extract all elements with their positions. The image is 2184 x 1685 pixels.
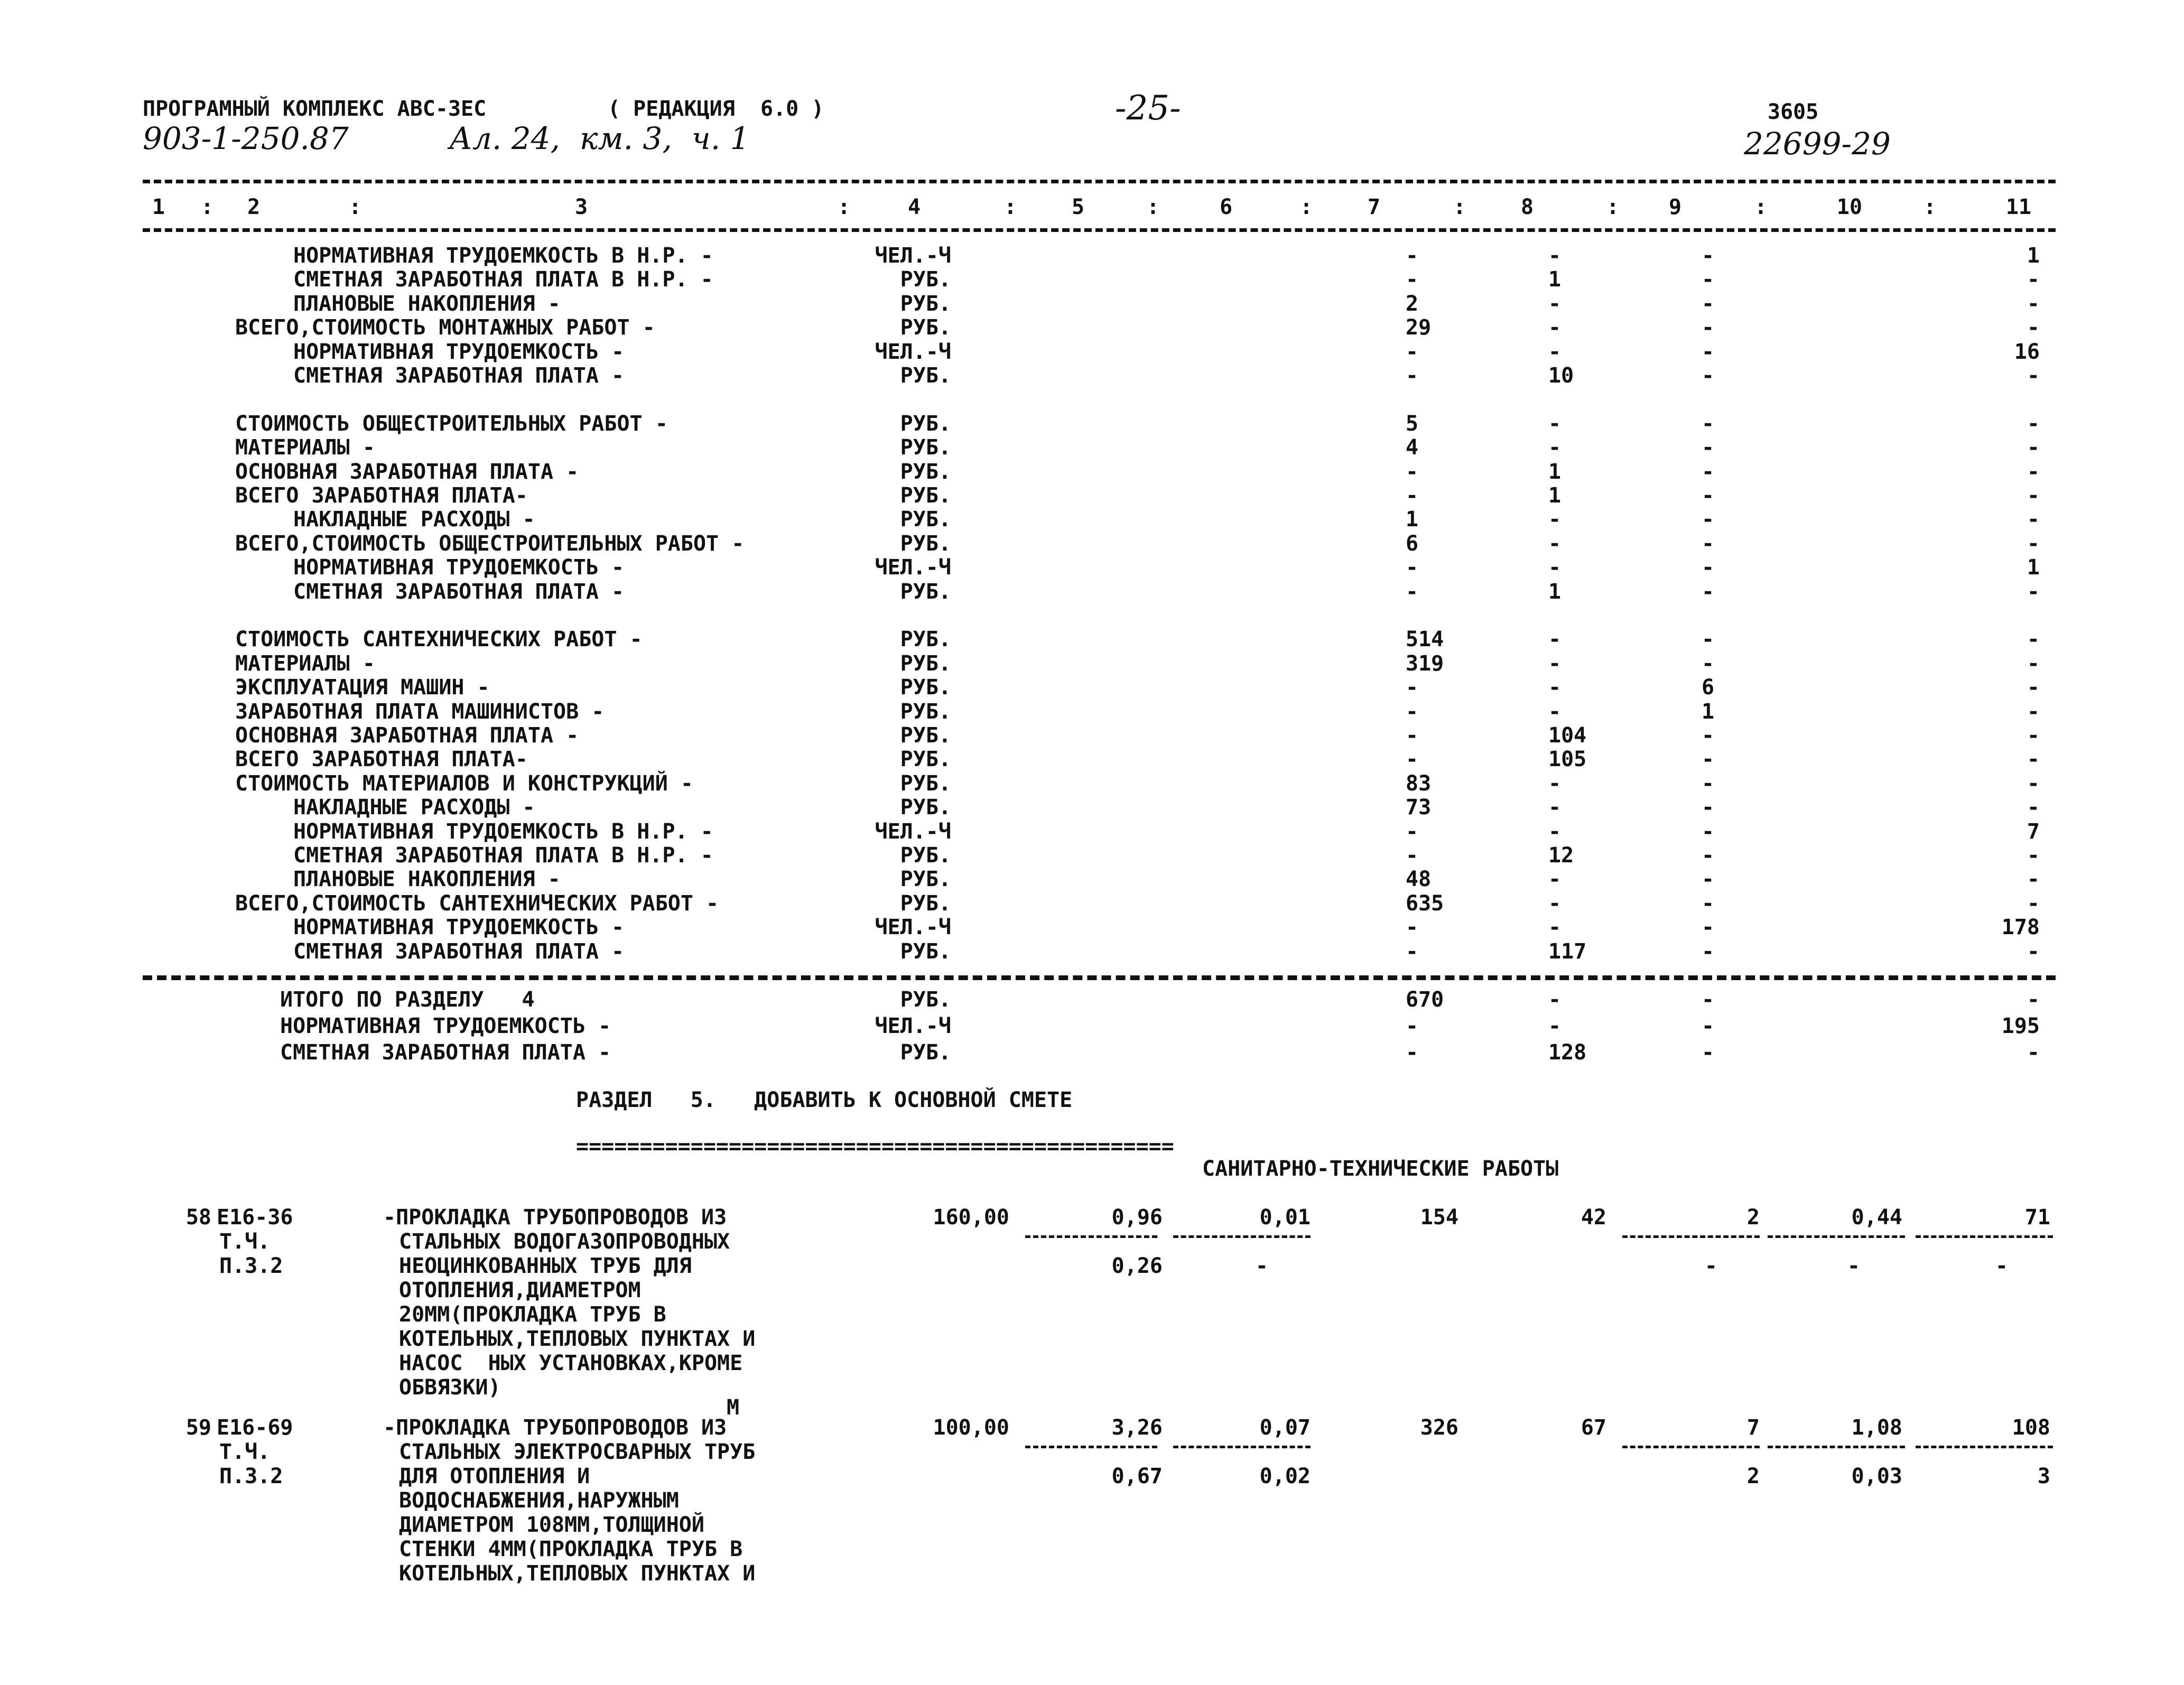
cell-col11: 7 <box>2027 820 2040 844</box>
row-label: НАКЛАДНЫЕ РАСХОДЫ - <box>293 795 535 820</box>
row-unit: ЧЕЛ.-Ч <box>875 820 951 844</box>
total-col8: - <box>1548 1014 1562 1038</box>
row-unit: РУБ. <box>900 364 951 388</box>
item-description-line: НАСОС НЫХ УСТАНОВКАХ,КРОМЕ <box>399 1351 743 1375</box>
cell-col7: 514 <box>1406 627 1444 651</box>
total-label: ИТОГО ПО РАЗДЕЛУ 4 <box>280 988 535 1012</box>
cell-col8: 117 <box>1548 939 1587 964</box>
row-unit: РУБ. <box>900 675 951 700</box>
row-label: СТОИМОСТЬ МАТЕРИАЛОВ И КОНСТРУКЦИЙ - <box>235 771 693 796</box>
cell-col9: - <box>1702 771 1715 796</box>
column-separator: : <box>1606 195 1620 219</box>
column-separator: : <box>349 195 362 219</box>
cell-col8: 1 <box>1548 580 1562 604</box>
cell-col9: - <box>1702 555 1715 580</box>
cell-col8: - <box>1548 891 1562 916</box>
row-label: ВСЕГО ЗАРАБОТНАЯ ПЛАТА- <box>235 483 528 508</box>
cell-col9: - <box>1702 915 1715 939</box>
cell-col11: - <box>2027 460 2040 484</box>
cell-col8: 12 <box>1548 843 1574 868</box>
row-unit: РУБ. <box>900 843 951 868</box>
row-unit: ЧЕЛ.-Ч <box>875 915 951 939</box>
section-subtitle: САНИТАРНО-ТЕХНИЧЕСКИЕ РАБОТЫ <box>1202 1157 1559 1181</box>
cell-col11: - <box>2027 675 2040 700</box>
section-underline: =============================================== <box>576 1134 1174 1159</box>
cell-col8: - <box>1548 675 1562 700</box>
cell-col9: 1 <box>1702 700 1715 724</box>
cell-col11: - <box>2027 267 2040 292</box>
row-unit: ЧЕЛ.-Ч <box>875 244 951 268</box>
value-divider <box>1173 1446 1311 1448</box>
row-unit: РУБ. <box>900 723 951 748</box>
cell-col11: - <box>2027 507 2040 532</box>
cell-col11: - <box>2027 627 2040 651</box>
cell-col7: 635 <box>1406 891 1444 916</box>
cell-col7: - <box>1406 244 1419 268</box>
cell-col8: 10 <box>1548 364 1574 388</box>
cell-col7: - <box>1406 915 1419 939</box>
item-description-line: СТАЛЬНЫХ ЭЛЕКТРОСВАРНЫХ ТРУБ <box>399 1440 756 1464</box>
total-col7: - <box>1406 1040 1419 1065</box>
cell-col9: - <box>1702 843 1715 868</box>
column-number-4: 4 <box>907 195 921 219</box>
cell-col11: - <box>2027 700 2040 724</box>
cell-col9: - <box>1702 651 1715 676</box>
row-unit: РУБ. <box>900 700 951 724</box>
row-unit: РУБ. <box>900 580 951 604</box>
item-code: Е16-69 <box>217 1416 293 1440</box>
item-quantity: 100,00 <box>933 1416 1009 1440</box>
row-label: ЗАРАБОТНАЯ ПЛАТА МАШИНИСТОВ - <box>235 700 605 724</box>
cell-col11: - <box>2027 292 2040 316</box>
cell-col8: 105 <box>1548 747 1587 771</box>
cell-col8: 1 <box>1548 483 1562 508</box>
cell-col9: - <box>1702 747 1715 771</box>
row-unit: РУБ. <box>900 292 951 316</box>
row-label: НОРМАТИВНАЯ ТРУДОЕМКОСТЬ - <box>293 555 625 580</box>
item-quantity: 160,00 <box>933 1205 1009 1230</box>
cell-col9: - <box>1702 891 1715 916</box>
cell-col8: - <box>1548 532 1562 556</box>
cell-col9: - <box>1702 483 1715 508</box>
row-label: МАТЕРИАЛЫ - <box>235 435 375 460</box>
cell-col8: - <box>1548 795 1562 820</box>
column-separator: : <box>1147 195 1160 219</box>
column-number-10: 10 <box>1836 195 1863 219</box>
cell-col7: 1 <box>1406 507 1419 532</box>
cell-col9: - <box>1702 532 1715 556</box>
column-number-8: 8 <box>1520 195 1534 219</box>
item-description-line: ОТОПЛЕНИЯ,ДИАМЕТРОМ <box>399 1278 641 1302</box>
cell-col9: - <box>1702 364 1715 388</box>
cell-col7: 83 <box>1406 771 1432 796</box>
cell-col9: - <box>1702 580 1715 604</box>
total-label: НОРМАТИВНАЯ ТРУДОЕМКОСТЬ - <box>280 1014 611 1038</box>
cell-col8: 104 <box>1548 723 1587 748</box>
cell-col11: - <box>2027 843 2040 868</box>
row-label: ОСНОВНАЯ ЗАРАБОТНАЯ ПЛАТА - <box>235 460 579 484</box>
item-value-c6: 0,07 <box>1259 1416 1311 1440</box>
cell-col7: - <box>1406 700 1419 724</box>
cell-col7: 73 <box>1406 795 1432 820</box>
cell-col9: - <box>1702 939 1715 964</box>
cell-col8: 1 <box>1548 267 1562 292</box>
item-value-c8: 67 <box>1581 1416 1606 1440</box>
cell-col9: - <box>1702 267 1715 292</box>
item-description-line: -ПРОКЛАДКА ТРУБОПРОВОДОВ ИЗ <box>383 1416 727 1440</box>
item-description-line: НЕОЦИНКОВАННЫХ ТРУБ ДЛЯ <box>399 1254 692 1278</box>
cell-col7: 29 <box>1406 315 1432 340</box>
cell-col7: - <box>1406 723 1419 748</box>
program-name: ПРОГРАМНЫЙ КОМПЛЕКС АВС-3ЕС <box>143 97 487 121</box>
cell-col9: - <box>1702 435 1715 460</box>
row-unit: РУБ. <box>900 267 951 292</box>
item-description-line: КОТЕЛЬНЫХ,ТЕПЛОВЫХ ПУНКТАХ И <box>399 1561 756 1586</box>
cell-col8: - <box>1548 627 1562 651</box>
cell-col7: - <box>1406 820 1419 844</box>
cell-col11: - <box>2027 580 2040 604</box>
row-label: СТОИМОСТЬ ОБЩЕСТРОИТЕЛЬНЫХ РАБОТ - <box>235 412 668 436</box>
item-value-c10: 0,44 <box>1851 1205 1902 1230</box>
row-unit: РУБ. <box>900 315 951 340</box>
handwritten-project-code: 903-1-250.87 <box>143 120 349 156</box>
cell-col8: - <box>1548 315 1562 340</box>
row-unit: РУБ. <box>900 771 951 796</box>
cell-col9: - <box>1702 315 1715 340</box>
row-label: НОРМАТИВНАЯ ТРУДОЕМКОСТЬ В Н.Р. - <box>293 820 713 844</box>
column-number-2: 2 <box>247 195 261 219</box>
value-divider <box>1916 1446 2053 1448</box>
row-unit: РУБ. <box>900 891 951 916</box>
column-number-1: 1 <box>152 195 165 219</box>
row-unit: РУБ. <box>900 483 951 508</box>
column-separator: : <box>1453 195 1466 219</box>
cell-col7: - <box>1406 747 1419 771</box>
total-col7: - <box>1406 1014 1419 1038</box>
cell-col7: 5 <box>1406 412 1419 436</box>
total-unit: РУБ. <box>900 988 951 1012</box>
total-unit: РУБ. <box>900 1040 951 1065</box>
cell-col11: - <box>2027 723 2040 748</box>
total-col9: - <box>1702 1040 1715 1065</box>
cell-col7: 48 <box>1406 867 1432 891</box>
item-description-line: КОТЕЛЬНЫХ,ТЕПЛОВЫХ ПУНКТАХ И <box>399 1327 756 1351</box>
row-unit: РУБ. <box>900 460 951 484</box>
row-label: ВСЕГО ЗАРАБОТНАЯ ПЛАТА- <box>235 747 528 771</box>
cell-col11: - <box>2027 315 2040 340</box>
cell-col11: - <box>2027 412 2040 436</box>
item-value-c10: 1,08 <box>1851 1416 1902 1440</box>
value-divider <box>1768 1235 1905 1238</box>
item-subvalue-c9: - <box>1704 1254 1717 1278</box>
row-label: СМЕТНАЯ ЗАРАБОТНАЯ ПЛАТА - <box>293 939 625 964</box>
row-label: ПЛАНОВЫЕ НАКОПЛЕНИЯ - <box>293 867 561 891</box>
total-col9: - <box>1702 1014 1715 1038</box>
item-value-c5: 3,26 <box>1111 1416 1163 1440</box>
row-unit: РУБ. <box>900 795 951 820</box>
page-number: -25- <box>1115 89 1181 128</box>
cell-col11: 1 <box>2027 555 2040 580</box>
row-unit: ЧЕЛ.-Ч <box>875 340 951 364</box>
column-separator: : <box>838 195 851 219</box>
item-description-line: ВОДОСНАБЖЕНИЯ,НАРУЖНЫМ <box>399 1488 679 1513</box>
row-label: НАКЛАДНЫЕ РАСХОДЫ - <box>293 507 535 532</box>
column-number-9: 9 <box>1668 195 1682 219</box>
item-subvalue-c5: 0,67 <box>1111 1464 1163 1488</box>
column-separator: : <box>1923 195 1937 219</box>
row-label: СМЕТНАЯ ЗАРАБОТНАЯ ПЛАТА В Н.Р. - <box>293 843 713 868</box>
item-description-line: 20ММ(ПРОКЛАДКА ТРУБ В <box>399 1302 666 1327</box>
total-col7: 670 <box>1406 988 1444 1012</box>
row-unit: РУБ. <box>900 651 951 676</box>
cell-col8: - <box>1548 244 1562 268</box>
item-subvalue-c6: - <box>1255 1254 1268 1278</box>
item-description-line: ДЛЯ ОТОПЛЕНИЯ И <box>399 1464 590 1488</box>
item-value-c6: 0,01 <box>1259 1205 1311 1230</box>
handwritten-album-ref: Ал. 24, км. 3, ч. 1 <box>449 120 750 156</box>
row-unit: РУБ. <box>900 412 951 436</box>
cell-col7: - <box>1406 460 1419 484</box>
total-col8: 128 <box>1548 1040 1587 1065</box>
cell-col11: - <box>2027 795 2040 820</box>
cell-col9: - <box>1702 460 1715 484</box>
cell-col11: 1 <box>2027 244 2040 268</box>
row-label: ВСЕГО,СТОИМОСТЬ ОБЩЕСТРОИТЕЛЬНЫХ РАБОТ - <box>235 532 745 556</box>
cell-col11: - <box>2027 435 2040 460</box>
value-divider <box>1622 1235 1760 1238</box>
item-code: Е16-36 <box>217 1205 293 1230</box>
item-value-c11: 108 <box>2012 1416 2050 1440</box>
column-separator: : <box>1300 195 1313 219</box>
cell-col7: 319 <box>1406 651 1444 676</box>
row-unit: РУБ. <box>900 747 951 771</box>
row-unit: ЧЕЛ.-Ч <box>875 555 951 580</box>
row-label: МАТЕРИАЛЫ - <box>235 651 375 676</box>
row-label: СМЕТНАЯ ЗАРАБОТНАЯ ПЛАТА В Н.Р. - <box>293 267 713 292</box>
cell-col7: - <box>1406 364 1419 388</box>
cell-col7: - <box>1406 580 1419 604</box>
cell-col11: 16 <box>2014 340 2040 364</box>
cell-col11: - <box>2027 747 2040 771</box>
cell-col8: - <box>1548 555 1562 580</box>
cell-col8: - <box>1548 651 1562 676</box>
row-label: ВСЕГО,СТОИМОСТЬ МОНТАЖНЫХ РАБОТ - <box>235 315 655 340</box>
column-number-3: 3 <box>574 195 588 219</box>
row-label: ВСЕГО,СТОИМОСТЬ САНТЕХНИЧЕСКИХ РАБОТ - <box>235 891 719 916</box>
edition-label: ( РЕДАКЦИЯ 6.0 ) <box>608 97 824 121</box>
row-label: НОРМАТИВНАЯ ТРУДОЕМКОСТЬ В Н.Р. - <box>293 244 713 268</box>
row-unit: РУБ. <box>900 867 951 891</box>
row-label: СМЕТНАЯ ЗАРАБОТНАЯ ПЛАТА - <box>293 364 625 388</box>
cell-col11: - <box>2027 364 2040 388</box>
total-label: СМЕТНАЯ ЗАРАБОТНАЯ ПЛАТА - <box>280 1040 611 1065</box>
cell-col7: 2 <box>1406 292 1419 316</box>
cell-col7: 6 <box>1406 532 1419 556</box>
item-subvalue-c11: 3 <box>2037 1464 2050 1488</box>
header-rule-bottom <box>143 228 2056 232</box>
column-separator: : <box>1754 195 1768 219</box>
section-title: РАЗДЕЛ 5. ДОБАВИТЬ К ОСНОВНОЙ СМЕТЕ <box>576 1088 1073 1112</box>
total-rule <box>143 975 2056 980</box>
value-divider <box>1916 1235 2053 1238</box>
cell-col9: - <box>1702 820 1715 844</box>
cell-col8: - <box>1548 867 1562 891</box>
cell-col7: - <box>1406 483 1419 508</box>
column-number-5: 5 <box>1071 195 1085 219</box>
column-separator: : <box>1004 195 1017 219</box>
item-code: Т.Ч. <box>219 1230 271 1254</box>
total-unit: ЧЕЛ.-Ч <box>875 1014 951 1038</box>
cell-col7: - <box>1406 555 1419 580</box>
cell-col9: - <box>1702 795 1715 820</box>
item-code: Т.Ч. <box>219 1440 271 1464</box>
row-unit: РУБ. <box>900 532 951 556</box>
value-divider <box>1768 1446 1905 1448</box>
item-value-c8: 42 <box>1581 1205 1606 1230</box>
value-divider <box>1173 1235 1311 1238</box>
column-separator: : <box>201 195 214 219</box>
cell-col8: - <box>1548 292 1562 316</box>
item-number: 58 <box>185 1205 211 1230</box>
total-col11: - <box>2027 988 2040 1012</box>
cell-col7: - <box>1406 675 1419 700</box>
row-label: СТОИМОСТЬ САНТЕХНИЧЕСКИХ РАБОТ - <box>235 627 643 651</box>
cell-col7: - <box>1406 939 1419 964</box>
cell-col9: - <box>1702 627 1715 651</box>
item-value-c7: 154 <box>1420 1205 1458 1230</box>
cell-col7: 4 <box>1406 435 1419 460</box>
item-description-line: ОБВЯЗКИ) <box>399 1375 501 1400</box>
item-value-c5: 0,96 <box>1111 1205 1163 1230</box>
item-value-c9: 2 <box>1746 1205 1760 1230</box>
cell-col11: - <box>2027 771 2040 796</box>
row-label: НОРМАТИВНАЯ ТРУДОЕМКОСТЬ - <box>293 915 625 939</box>
cell-col9: - <box>1702 412 1715 436</box>
cell-col8: - <box>1548 700 1562 724</box>
cell-col11: - <box>2027 532 2040 556</box>
cell-col9: 6 <box>1702 675 1715 700</box>
cell-col9: - <box>1702 244 1715 268</box>
row-unit: РУБ. <box>900 627 951 651</box>
item-code: П.3.2 <box>219 1254 283 1278</box>
item-subvalue-c5: 0,26 <box>1111 1254 1163 1278</box>
row-label: ЭКСПЛУАТАЦИЯ МАШИН - <box>235 675 490 700</box>
cell-col8: - <box>1548 915 1562 939</box>
item-subvalue-c10: - <box>1847 1254 1860 1278</box>
column-number-6: 6 <box>1219 195 1233 219</box>
value-divider <box>1025 1235 1157 1238</box>
cell-col11: - <box>2027 891 2040 916</box>
item-description-line: СТЕНКИ 4ММ(ПРОКЛАДКА ТРУБ В <box>399 1537 743 1561</box>
cell-col11: 178 <box>2001 915 2040 939</box>
item-code: П.3.2 <box>219 1464 283 1488</box>
total-col11: - <box>2027 1040 2040 1065</box>
item-description-line: СТАЛЬНЫХ ВОДОГАЗОПРОВОДНЫХ <box>399 1230 730 1254</box>
cell-col8: - <box>1548 340 1562 364</box>
total-col8: - <box>1548 988 1562 1012</box>
row-label: НОРМАТИВНАЯ ТРУДОЕМКОСТЬ - <box>293 340 625 364</box>
cell-col8: - <box>1548 820 1562 844</box>
row-label: ОСНОВНАЯ ЗАРАБОТНАЯ ПЛАТА - <box>235 723 579 748</box>
total-col11: 195 <box>2001 1014 2040 1038</box>
cell-col7: - <box>1406 843 1419 868</box>
row-unit: РУБ. <box>900 507 951 532</box>
cell-col11: - <box>2027 867 2040 891</box>
item-subvalue-c6: 0,02 <box>1259 1464 1311 1488</box>
item-value-c9: 7 <box>1746 1416 1760 1440</box>
cell-col9: - <box>1702 723 1715 748</box>
item-description-line: ДИАМЕТРОМ 108ММ,ТОЛЩИНОЙ <box>399 1513 704 1537</box>
cell-col9: - <box>1702 507 1715 532</box>
value-divider <box>1025 1446 1157 1448</box>
cell-col7: - <box>1406 267 1419 292</box>
total-col9: - <box>1702 988 1715 1012</box>
header-rule-top <box>143 180 2056 183</box>
item-unit: М <box>727 1395 740 1420</box>
cell-col11: - <box>2027 651 2040 676</box>
column-number-7: 7 <box>1367 195 1381 219</box>
cell-col11: - <box>2027 483 2040 508</box>
item-description-line: -ПРОКЛАДКА ТРУБОПРОВОДОВ ИЗ <box>383 1205 727 1230</box>
cell-col8: - <box>1548 412 1562 436</box>
cell-col9: - <box>1702 867 1715 891</box>
item-subvalue-c11: - <box>1995 1254 2008 1278</box>
row-unit: РУБ. <box>900 435 951 460</box>
cell-col8: - <box>1548 507 1562 532</box>
cell-col8: - <box>1548 771 1562 796</box>
cell-col8: - <box>1548 435 1562 460</box>
cell-col9: - <box>1702 340 1715 364</box>
column-number-11: 11 <box>2005 195 2032 219</box>
cell-col11: - <box>2027 939 2040 964</box>
row-label: СМЕТНАЯ ЗАРАБОТНАЯ ПЛАТА - <box>293 580 625 604</box>
code-right: 3605 <box>1768 100 1819 124</box>
item-subvalue-c9: 2 <box>1746 1464 1760 1488</box>
row-label: ПЛАНОВЫЕ НАКОПЛЕНИЯ - <box>293 292 561 316</box>
cell-col7: - <box>1406 340 1419 364</box>
handwritten-doc-number: 22699-29 <box>1744 126 1891 162</box>
row-unit: РУБ. <box>900 939 951 964</box>
cell-col9: - <box>1702 292 1715 316</box>
cell-col8: 1 <box>1548 460 1562 484</box>
item-value-c7: 326 <box>1420 1416 1458 1440</box>
item-value-c11: 71 <box>2024 1205 2050 1230</box>
value-divider <box>1622 1446 1760 1448</box>
item-subvalue-c10: 0,03 <box>1851 1464 1902 1488</box>
item-number: 59 <box>185 1416 211 1440</box>
